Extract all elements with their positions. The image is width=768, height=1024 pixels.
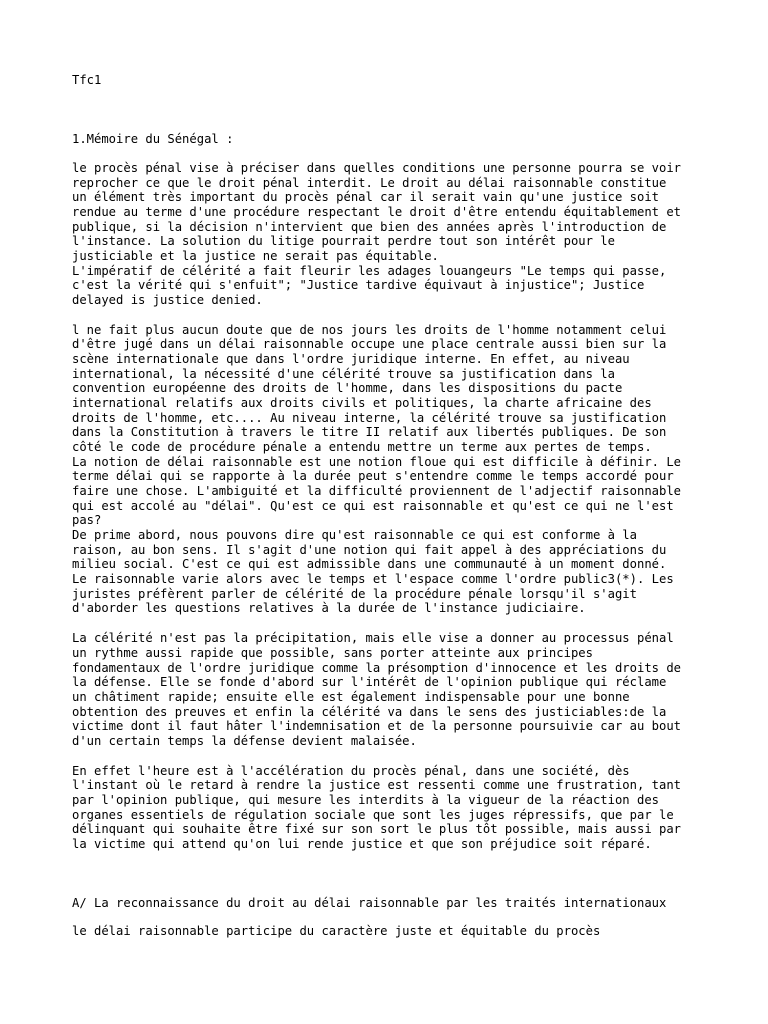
document-page [72,73,712,939]
paragraph-trailing: le délai raisonnable participe du caractère juste et équitable du procès [72,924,601,939]
paragraph-acceleration: En effet l'heure est à l'accélération du procès pénal, dans une société, dès l'instant où le retard à rendre la justice est ressenti comme une frustration, tant par l'opinion publique, qui mesure les interdits à la vigueur de la réaction des organes essentiels de régulation sociale que sont les juges répressifs, que par le délinquant qui souhaite être fixé sur son sort le plus tôt possible, mais aussi par la victime qui attend qu'on lui rende justice et que son préjudice soit réparé. [72,763,682,851]
paragraph-celerity: La célérité n'est pas la précipitation, mais elle vise a donner au processus pénal un rythme aussi rapide que possible, sans porter atteinte aux principes fondamentaux de l'ordre juridique comme la présomption d'innocence et les droits de la défense. Elle se fonde d'abord sur l'intérêt de l'opinion publique qui réclame un châtiment rapide; ensuite elle est également indispensable pour une bonne obtention des preuves et enfin la célérité va dans le sens des justiciables:de la victime dont il faut hâter l'indemnisation et de la personne poursuivie car au bout d'un certain temps la défense devient malaisée. [72,631,682,748]
paragraph-intro: le procès pénal vise à préciser dans quelles conditions une personne pourra se voir reprocher ce que le droit pénal interdit. Le droit au délai raisonnable constitue un élément très important du procès pénal car il serait vain qu'une justice soit rendue au terme d'une procédure respectant le droit d'être entendu équitablement et publique, si la décision n'intervient que bien des années après l'introduction de l'instance. La solution du litige pourrait perdre tout son intérêt pour le justiciable et la justice ne serait pas équitable. L'impératif de célérité a fait fleurir les adages louangeurs "Le temps qui passe, c'est la vérité qui s'enfuit"; "Justice tardive équivaut à injustice"; Justice delayed is justice denied. [72,161,682,308]
subsection-heading: A/ La reconnaissance du droit au délai raisonnable par les traités internationaux [72,895,667,910]
document-title: Tfc1 [72,73,102,87]
section-heading: 1.Mémoire du Sénégal : [72,132,234,146]
paragraph-human-rights: l ne fait plus aucun doute que de nos jours les droits de l'homme notamment celui d'être jugé dans un délai raisonnable occupe une place centrale aussi bien sur la scène internationale que dans l'ordre juridique interne. En effet, au niveau international, la nécessité d'une célérité trouve sa justification dans la convention européenne des droits de l'homme, dans les dispositions du pacte international relatifs aux droits civils et politiques, la charte africaine des droits de l'homme, etc.... Au niveau interne, la célérité trouve sa justification dans la Constitution à travers le titre II relatif aux libertés publiques. De son côté le code de procédure pénale a entendu mettre un terme aux pertes de temps. La notion de délai raisonnable est une notion floue qui est difficile à définir. Le terme délai qui se rapporte à la durée peut s'entendre comme le temps accordé pour faire une chose. L'ambiguité et la difficulté proviennent de l'adjectif raisonnable qui est accolé au "délai". Qu'est ce qui est raisonnable et qu'est ce qui ne l'est pas? De prime abord, nous pouvons dire qu'est raisonnable ce qui est conforme à la raison, au bon sens. Il s'agit d'une notion qui fait appel à des appréciations du milieu social. C'est ce qui est admissible dans une communauté à un moment donné. Le raisonnable varie alors avec le temps et l'espace comme l'ordre public3(*). Les juristes préfèrent parler de célérité de la procédure pénale lorsqu'il s'agit d'aborder les questions relatives à la durée de l'instance judiciaire. [72,322,682,616]
